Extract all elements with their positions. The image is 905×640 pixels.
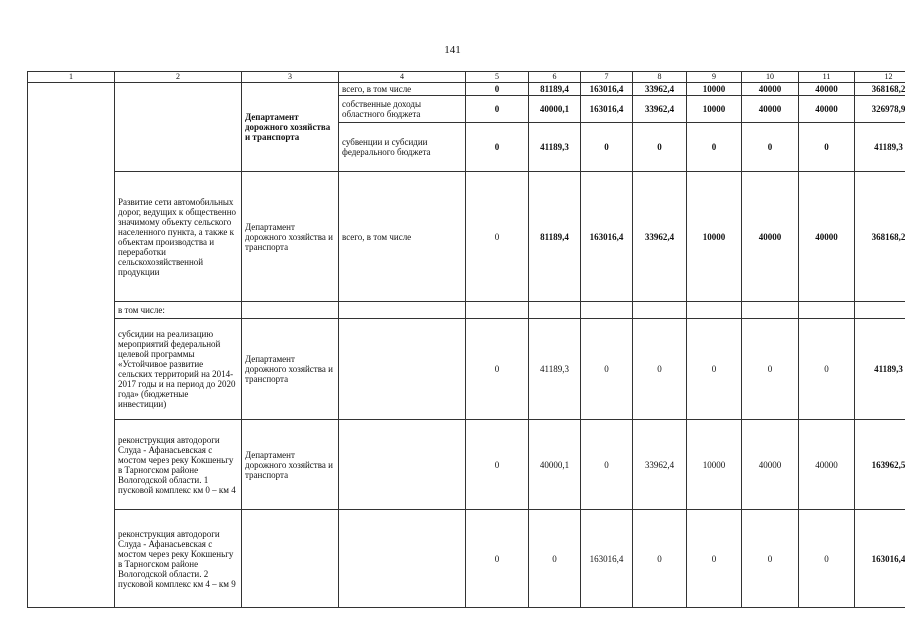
value-cell: 0 <box>687 510 742 608</box>
department-cell: Департамент дорожного хозяйства и транспорта <box>242 420 339 510</box>
funding-source-cell: собственные доходы областного бюджета <box>339 96 466 122</box>
total-cell: 326978,9 <box>855 96 905 122</box>
department-cell: Департамент дорожного хозяйства и транспорта <box>242 83 339 172</box>
value-cell: 0 <box>633 510 687 608</box>
value-cell: 0 <box>466 96 529 122</box>
column-number: 2 <box>115 72 242 83</box>
value-cell: 33962,4 <box>633 83 687 96</box>
column-number: 9 <box>687 72 742 83</box>
total-cell: 163016,4 <box>855 510 905 608</box>
value-cell: 0 <box>581 420 633 510</box>
column-number: 6 <box>529 72 581 83</box>
value-cell: 0 <box>466 122 529 171</box>
funding-source-cell: субвенции и субсидии федерального бюджета <box>339 122 466 171</box>
column-number: 11 <box>799 72 855 83</box>
value-cell: 40000,1 <box>529 420 581 510</box>
value-cell: 0 <box>633 122 687 171</box>
funding-source-cell: всего, в том числе <box>339 83 466 96</box>
department-cell: Департамент дорожного хозяйства и транспорта <box>242 318 339 420</box>
value-cell: 10000 <box>687 420 742 510</box>
value-cell: 0 <box>466 318 529 420</box>
column-number: 12 <box>855 72 905 83</box>
empty-cell <box>466 302 529 318</box>
value-cell: 33962,4 <box>633 96 687 122</box>
empty-cell <box>799 302 855 318</box>
page-number: 141 <box>444 44 461 56</box>
value-cell: 40000 <box>742 171 799 301</box>
value-cell: 163016,4 <box>581 510 633 608</box>
value-cell: 0 <box>742 122 799 171</box>
value-cell: 0 <box>466 171 529 301</box>
subheading-cell: в том числе: <box>115 302 242 318</box>
funding-source-cell <box>339 510 466 608</box>
value-cell: 0 <box>799 122 855 171</box>
value-cell: 0 <box>687 318 742 420</box>
measure-name-cell: субсидии на реализацию мероприятий федеральной целевой программы «Устойчивое развитие сельских территорий на 2014-2017 годы и на период до 2020 года» (бюджетные инвестиции) <box>115 318 242 420</box>
table-row <box>28 171 905 301</box>
column-number: 1 <box>28 72 115 83</box>
measure-name-cell: Развитие сети автомобильных дорог, ведущих к общественно значимому объекту сельского населенного пункта, а также к объектам производства и переработки сельскохозяйственной продукции <box>115 171 242 301</box>
funding-source-cell <box>339 420 466 510</box>
value-cell: 0 <box>581 318 633 420</box>
value-cell: 33962,4 <box>633 171 687 301</box>
value-cell: 33962,4 <box>633 420 687 510</box>
department-cell <box>242 510 339 608</box>
empty-cell <box>529 302 581 318</box>
value-cell: 0 <box>581 122 633 171</box>
empty-cell <box>687 302 742 318</box>
value-cell: 163016,4 <box>581 171 633 301</box>
value-cell: 10000 <box>687 96 742 122</box>
empty-cell <box>633 302 687 318</box>
value-cell: 0 <box>466 83 529 96</box>
value-cell: 0 <box>742 510 799 608</box>
value-cell: 163016,4 <box>581 83 633 96</box>
value-cell: 40000 <box>799 171 855 301</box>
table-row <box>28 420 905 510</box>
value-cell: 40000 <box>742 96 799 122</box>
empty-cell <box>339 302 466 318</box>
value-cell: 41189,3 <box>529 318 581 420</box>
empty-cell <box>28 83 115 608</box>
value-cell: 40000,1 <box>529 96 581 122</box>
column-number: 4 <box>339 72 466 83</box>
table-row <box>28 318 905 420</box>
total-cell: 41189,3 <box>855 122 905 171</box>
total-cell: 368168,2 <box>855 171 905 301</box>
column-number: 10 <box>742 72 799 83</box>
value-cell: 41189,3 <box>529 122 581 171</box>
empty-cell <box>855 302 905 318</box>
value-cell: 0 <box>466 420 529 510</box>
value-cell: 0 <box>529 510 581 608</box>
column-number: 8 <box>633 72 687 83</box>
budget-table <box>27 71 905 608</box>
value-cell: 81189,4 <box>529 171 581 301</box>
value-cell: 163016,4 <box>581 96 633 122</box>
value-cell: 10000 <box>687 171 742 301</box>
value-cell: 0 <box>687 122 742 171</box>
column-number: 3 <box>242 72 339 83</box>
value-cell: 0 <box>742 318 799 420</box>
empty-cell <box>742 302 799 318</box>
value-cell: 40000 <box>742 83 799 96</box>
column-number: 7 <box>581 72 633 83</box>
empty-cell <box>242 302 339 318</box>
column-number-row <box>28 72 905 83</box>
value-cell: 0 <box>799 510 855 608</box>
table-row <box>28 302 905 318</box>
value-cell: 40000 <box>742 420 799 510</box>
measure-name-cell: реконструкция автодороги Слуда - Афанасьевская с мостом через реку Кокшеньгу в Тарногском районе Вологодской области. 2 пусковой комплекс км 4 – км 9 <box>115 510 242 608</box>
value-cell: 0 <box>466 510 529 608</box>
empty-cell <box>581 302 633 318</box>
empty-cell <box>115 83 242 172</box>
funding-source-cell <box>339 318 466 420</box>
value-cell: 0 <box>633 318 687 420</box>
value-cell: 10000 <box>687 83 742 96</box>
value-cell: 40000 <box>799 96 855 122</box>
value-cell: 0 <box>799 318 855 420</box>
total-cell: 163962,5 <box>855 420 905 510</box>
value-cell: 40000 <box>799 83 855 96</box>
table-row <box>28 510 905 608</box>
total-cell: 41189,3 <box>855 318 905 420</box>
measure-name-cell: реконструкция автодороги Слуда - Афанасьевская с мостом через реку Кокшеньгу в Тарногском районе Вологодской области. 1 пусковой комплекс км 0 – км 4 <box>115 420 242 510</box>
department-cell: Департамент дорожного хозяйства и транспорта <box>242 171 339 301</box>
table-row <box>28 83 905 96</box>
value-cell: 81189,4 <box>529 83 581 96</box>
total-cell: 368168,2 <box>855 83 905 96</box>
column-number: 5 <box>466 72 529 83</box>
funding-source-cell: всего, в том числе <box>339 171 466 301</box>
value-cell: 40000 <box>799 420 855 510</box>
